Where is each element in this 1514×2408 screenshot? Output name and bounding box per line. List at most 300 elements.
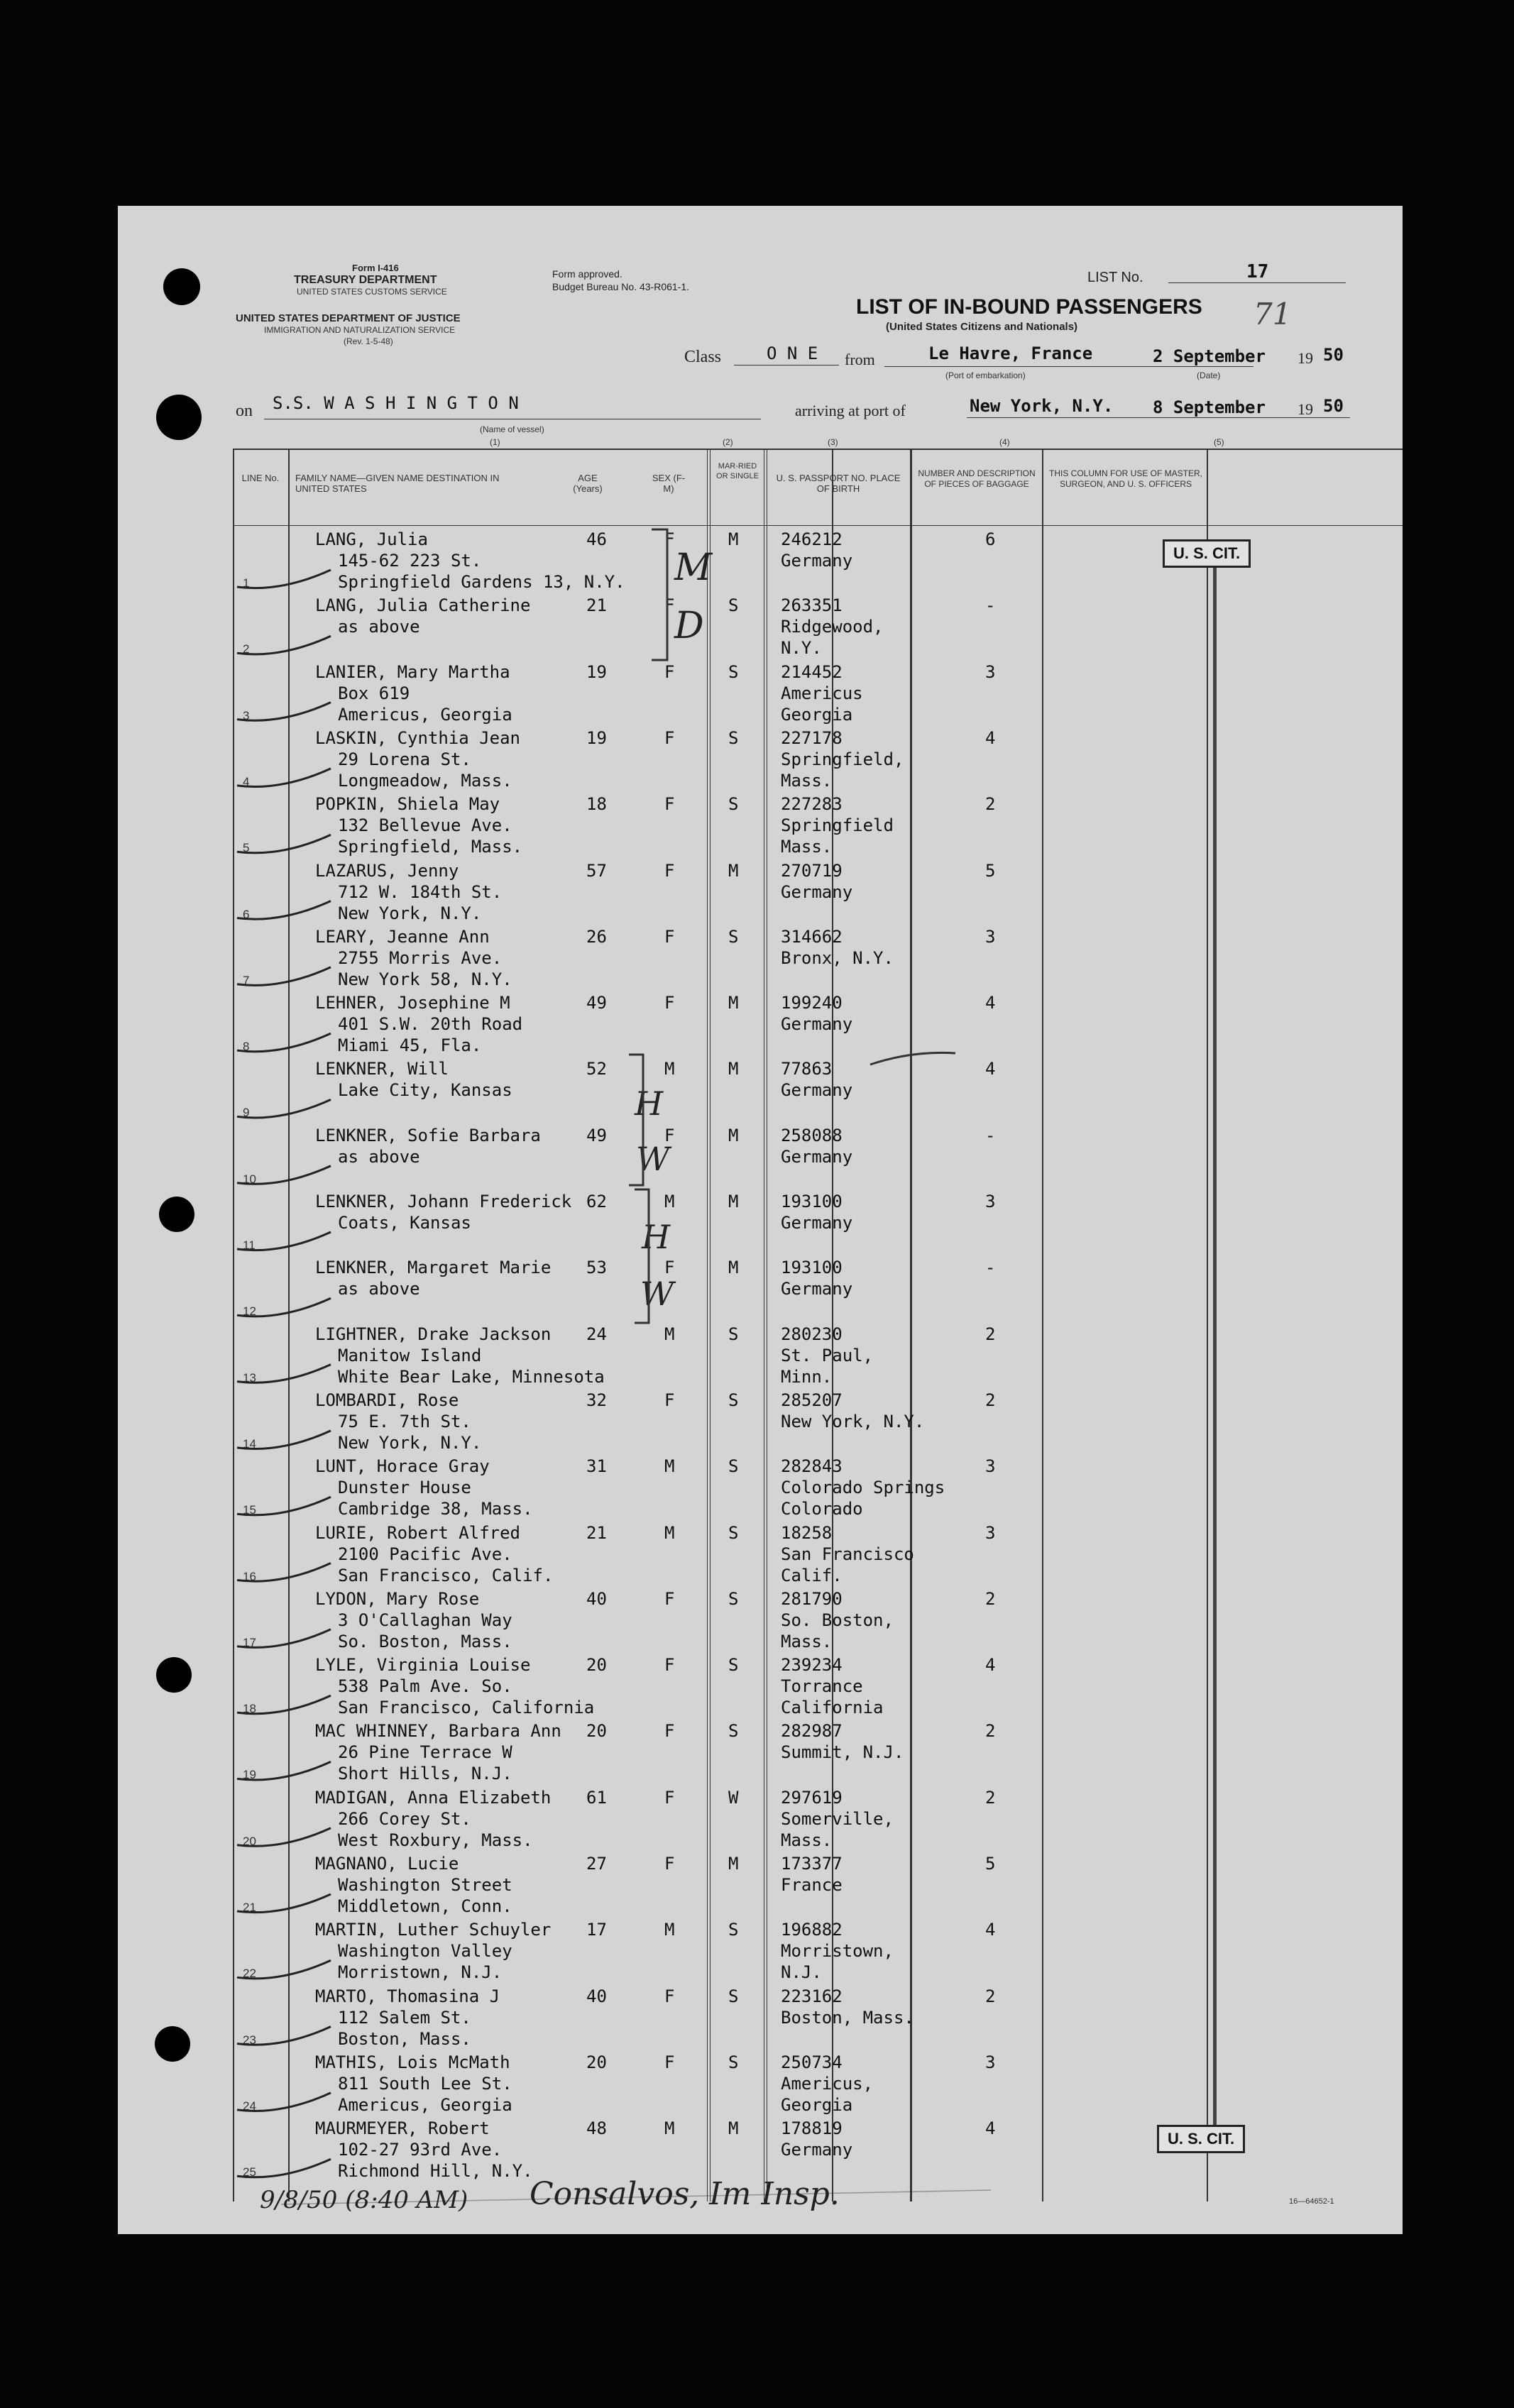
marital-status: S bbox=[728, 1522, 739, 1543]
handwritten-mark-m: M bbox=[674, 546, 713, 589]
sex: F bbox=[664, 1986, 675, 2006]
marital-status: M bbox=[728, 1258, 739, 1278]
line-number: 5 bbox=[243, 841, 250, 855]
date-caption: (Date) bbox=[1197, 370, 1221, 380]
handwritten-mark-w: W bbox=[640, 1275, 674, 1313]
passenger-name: MADIGAN, Anna Elizabeth bbox=[315, 1787, 552, 1808]
list-number: 17 bbox=[1246, 261, 1269, 282]
sex: F bbox=[664, 661, 675, 682]
sex: M bbox=[664, 1192, 675, 1211]
arriving-label: arriving at port of bbox=[795, 402, 906, 419]
place-of-birth-line-2: Georgia bbox=[781, 2094, 853, 2115]
check-mark bbox=[237, 1365, 331, 1383]
address-line-1: as above bbox=[338, 617, 420, 637]
line-number: 22 bbox=[243, 1967, 256, 1981]
check-mark bbox=[237, 1298, 331, 1316]
vessel-name-caption: (Name of vessel) bbox=[480, 424, 544, 434]
marital-status: M bbox=[728, 1059, 739, 1079]
line-number: 8 bbox=[243, 1040, 250, 1054]
passenger-name: LUNT, Horace Gray bbox=[315, 1456, 490, 1477]
sex: F bbox=[664, 1588, 675, 1609]
column-header-passport: U. S. PASSPORT NO. PLACE OF BIRTH bbox=[776, 473, 901, 494]
age: 57 bbox=[586, 860, 607, 881]
column-header-officers: THIS COLUMN FOR USE OF MASTER, SURGEON, AND U. S. OFFICERS bbox=[1048, 468, 1202, 489]
passport-number: 173377 bbox=[781, 1854, 843, 1874]
passenger-name: LENKNER, Johann Frederick bbox=[315, 1192, 572, 1211]
age: 52 bbox=[586, 1059, 607, 1079]
revision-date: (Rev. 1-5-48) bbox=[344, 336, 393, 346]
port-of-embarkation: Le Havre, France bbox=[928, 343, 1093, 363]
sex: F bbox=[664, 1721, 675, 1742]
place-of-birth: Ridgewood, bbox=[781, 617, 884, 637]
line-number: 1 bbox=[243, 576, 250, 590]
passenger-name: LOMBARDI, Rose bbox=[315, 1390, 459, 1410]
baggage-count: 2 bbox=[985, 1324, 996, 1344]
sex: F bbox=[664, 993, 675, 1013]
passenger-name: MARTIN, Luther Schuyler bbox=[315, 1920, 552, 1940]
baggage-count: 3 bbox=[985, 1456, 996, 1477]
address-line-1: 132 Bellevue Ave. bbox=[338, 815, 512, 836]
sex: F bbox=[664, 860, 675, 881]
handwritten-date-time: 9/8/50 (8:40 AM) bbox=[260, 2186, 468, 2214]
arrival-year-prefix: 19 bbox=[1298, 400, 1313, 418]
passport-number: 199240 bbox=[781, 993, 843, 1013]
line-number: 24 bbox=[243, 2099, 256, 2113]
marital-status: S bbox=[728, 2052, 739, 2072]
line-number: 6 bbox=[243, 907, 250, 921]
passenger-name: LENKNER, Margaret Marie bbox=[315, 1258, 552, 1278]
address-line-1: 3 O'Callaghan Way bbox=[338, 1610, 512, 1630]
age: 31 bbox=[586, 1456, 607, 1477]
marital-status: M bbox=[728, 529, 739, 549]
column-number-3: (3) bbox=[828, 437, 838, 447]
class-label: Class bbox=[684, 348, 722, 366]
passenger-name: LURIE, Robert Alfred bbox=[315, 1522, 520, 1543]
address-line-2: So. Boston, Mass. bbox=[338, 1631, 512, 1651]
age: 21 bbox=[586, 1522, 607, 1543]
baggage-count: 2 bbox=[985, 794, 996, 815]
marital-status: S bbox=[728, 926, 739, 947]
address-line-1: 102-27 93rd Ave. bbox=[338, 2140, 503, 2160]
place-of-birth: Germany bbox=[781, 1279, 853, 1299]
address-line-1: 29 Lorena St. bbox=[338, 749, 471, 769]
address-line-2: New York, N.Y. bbox=[338, 1432, 482, 1453]
passport-number: 263351 bbox=[781, 595, 843, 616]
baggage-count: - bbox=[985, 595, 996, 616]
baggage-count: 3 bbox=[985, 2052, 996, 2072]
address-line-1: 2100 Pacific Ave. bbox=[338, 1544, 512, 1564]
place-of-birth-line-2: Mass. bbox=[781, 1830, 833, 1850]
departure-year: 50 bbox=[1323, 345, 1344, 365]
place-of-birth-line-2: Minn. bbox=[781, 1366, 833, 1387]
arrival-port: New York, N.Y. bbox=[970, 396, 1114, 416]
place-of-birth: San Francisco bbox=[781, 1544, 914, 1564]
age: 19 bbox=[586, 661, 607, 682]
address-line-1: 26 Pine Terrace W bbox=[338, 1742, 512, 1763]
sex: F bbox=[664, 1125, 675, 1145]
us-citizen-stamp-bottom: U. S. CIT. bbox=[1157, 2125, 1245, 2153]
line-number: 16 bbox=[243, 1569, 256, 1583]
line-number: 17 bbox=[243, 1635, 256, 1649]
address-line-2: New York, N.Y. bbox=[338, 903, 482, 923]
address-line-1: 538 Palm Ave. So. bbox=[338, 1676, 512, 1697]
age: 20 bbox=[586, 1655, 607, 1676]
passenger-name: LANG, Julia Catherine bbox=[315, 595, 531, 616]
baggage-count: - bbox=[985, 1258, 996, 1278]
sex: F bbox=[664, 1655, 675, 1676]
sex: M bbox=[664, 1456, 675, 1477]
place-of-birth: Torrance bbox=[781, 1676, 863, 1697]
baggage-count: 2 bbox=[985, 1986, 996, 2006]
us-citizen-stamp-top: U. S. CIT. bbox=[1163, 539, 1251, 568]
baggage-count: 3 bbox=[985, 1192, 996, 1211]
sex: F bbox=[664, 1854, 675, 1874]
baggage-count: 3 bbox=[985, 1522, 996, 1543]
passenger-name: LASKIN, Cynthia Jean bbox=[315, 727, 520, 748]
baggage-count: 4 bbox=[985, 2118, 996, 2139]
line-number: 20 bbox=[243, 1834, 256, 1848]
place-of-birth: Germany bbox=[781, 1014, 853, 1035]
address-line-1: 712 W. 184th St. bbox=[338, 881, 503, 902]
place-of-birth-line-2: N.Y. bbox=[781, 638, 822, 659]
column-header-married: MAR-RIED OR SINGLE bbox=[716, 462, 759, 480]
place-of-birth: Somerville, bbox=[781, 1808, 894, 1829]
line-number: 11 bbox=[243, 1238, 256, 1252]
check-mark bbox=[237, 1033, 331, 1052]
arrival-year: 50 bbox=[1323, 396, 1344, 416]
marital-status: M bbox=[728, 2118, 739, 2139]
handwritten-mark-d: D bbox=[674, 605, 704, 647]
address-line-1: 2755 Morris Ave. bbox=[338, 947, 503, 968]
departure-date: 2 September bbox=[1153, 346, 1266, 366]
immigration-service: IMMIGRATION AND NATURALIZATION SERVICE bbox=[264, 325, 456, 335]
passenger-name: MARTO, Thomasina J bbox=[315, 1986, 500, 2006]
check-mark bbox=[237, 1695, 331, 1714]
line-number: 2 bbox=[243, 642, 250, 656]
sex: M bbox=[664, 1324, 675, 1344]
age: 48 bbox=[586, 2118, 607, 2139]
passport-number: 223162 bbox=[781, 1986, 843, 2006]
age: 62 bbox=[586, 1192, 607, 1211]
baggage-count: 5 bbox=[985, 860, 996, 881]
handwritten-mark-h: H bbox=[635, 1084, 664, 1123]
baggage-count: 4 bbox=[985, 1655, 996, 1676]
line-number: 3 bbox=[243, 708, 250, 722]
handwritten-mark-h: H bbox=[642, 1218, 671, 1256]
passenger-name: LAZARUS, Jenny bbox=[315, 860, 459, 881]
place-of-birth: Summit, N.J. bbox=[781, 1742, 904, 1763]
marital-status: S bbox=[728, 1655, 739, 1676]
passenger-name: LENKNER, Sofie Barbara bbox=[315, 1125, 541, 1145]
age: 32 bbox=[586, 1390, 607, 1410]
age: 20 bbox=[586, 2052, 607, 2072]
marital-status: W bbox=[728, 1787, 739, 1808]
column-header-baggage: NUMBER AND DESCRIPTION OF PIECES OF BAGGAGE bbox=[918, 468, 1036, 489]
passport-number: 281790 bbox=[781, 1588, 843, 1609]
passenger-name: LEHNER, Josephine M bbox=[315, 993, 510, 1013]
passport-number: 285207 bbox=[781, 1390, 843, 1410]
place-of-birth-line-2: Georgia bbox=[781, 704, 853, 725]
passenger-name: LANIER, Mary Martha bbox=[315, 661, 510, 682]
marital-status: M bbox=[728, 1125, 739, 1145]
place-of-birth-line-2: Mass. bbox=[781, 837, 833, 857]
baggage-count: - bbox=[985, 1125, 996, 1145]
place-of-birth-line-2: Calif. bbox=[781, 1565, 843, 1585]
column-header-age: AGE (Years) bbox=[573, 473, 603, 494]
inspector-signature: Consalvos, Im Insp. bbox=[530, 2176, 840, 2212]
line-number: 4 bbox=[243, 774, 250, 788]
passenger-class: O N E bbox=[767, 343, 818, 363]
place-of-birth: St. Paul, bbox=[781, 1345, 874, 1365]
address-line-1: 266 Corey St. bbox=[338, 1808, 471, 1829]
address-line-2: White Bear Lake, Minnesota bbox=[338, 1366, 605, 1387]
address-line-2: Springfield Gardens 13, N.Y. bbox=[338, 572, 625, 592]
sex: M bbox=[664, 1920, 675, 1940]
check-mark bbox=[237, 769, 331, 787]
address-line-1: 75 E. 7th St. bbox=[338, 1411, 471, 1431]
passenger-manifest-sheet bbox=[118, 206, 1403, 2234]
handwritten-mark-w: W bbox=[636, 1140, 670, 1178]
baggage-count: 2 bbox=[985, 1787, 996, 1808]
passport-number: 282843 bbox=[781, 1456, 843, 1477]
age: 20 bbox=[586, 1721, 607, 1742]
check-mark bbox=[237, 1431, 331, 1449]
age: 40 bbox=[586, 1986, 607, 2006]
list-number-label: LIST No. bbox=[1087, 270, 1143, 285]
baggage-count: 3 bbox=[985, 926, 996, 947]
line-number: 18 bbox=[243, 1702, 256, 1716]
marital-status: S bbox=[728, 1721, 739, 1742]
departure-year-prefix: 19 bbox=[1298, 349, 1313, 367]
baggage-count: 2 bbox=[985, 1390, 996, 1410]
passenger-name: LIGHTNER, Drake Jackson bbox=[315, 1324, 552, 1344]
marital-status: S bbox=[728, 1588, 739, 1609]
check-mark bbox=[237, 1828, 331, 1847]
check-marks bbox=[118, 206, 1403, 2234]
place-of-birth: Americus bbox=[781, 683, 863, 703]
address-line-1: Manitow Island bbox=[338, 1345, 482, 1365]
address-line-2: Middletown, Conn. bbox=[338, 1896, 512, 1916]
age: 49 bbox=[586, 1125, 607, 1145]
address-line-1: 401 S.W. 20th Road bbox=[338, 1014, 523, 1035]
address-line-2: Boston, Mass. bbox=[338, 2028, 471, 2049]
passport-number: 250734 bbox=[781, 2052, 843, 2072]
age: 21 bbox=[586, 595, 607, 616]
baggage-count: 3 bbox=[985, 661, 996, 682]
check-mark bbox=[237, 1629, 331, 1648]
place-of-birth: Germany bbox=[781, 2140, 853, 2160]
age: 49 bbox=[586, 993, 607, 1013]
marital-status: S bbox=[728, 661, 739, 682]
passport-number: 193100 bbox=[781, 1192, 843, 1211]
place-of-birth: Colorado Springs bbox=[781, 1478, 945, 1498]
vessel-name: S.S. W A S H I N G T O N bbox=[273, 393, 519, 413]
check-mark bbox=[237, 901, 331, 920]
place-of-birth: Bronx, N.Y. bbox=[781, 947, 894, 968]
department-of-justice: UNITED STATES DEPARTMENT OF JUSTICE bbox=[236, 312, 461, 324]
check-mark bbox=[237, 2093, 331, 2111]
check-mark bbox=[237, 1166, 331, 1184]
sex: M bbox=[664, 1522, 675, 1543]
sex: F bbox=[664, 1787, 675, 1808]
address-line-1: as above bbox=[338, 1146, 420, 1167]
passport-number: 280230 bbox=[781, 1324, 843, 1344]
place-of-birth: Germany bbox=[781, 881, 853, 902]
customs-service: UNITED STATES CUSTOMS SERVICE bbox=[297, 287, 447, 297]
place-of-birth: Boston, Mass. bbox=[781, 2007, 914, 2028]
address-line-2: San Francisco, California bbox=[338, 1698, 595, 1718]
address-line-2: Americus, Georgia bbox=[338, 704, 512, 725]
passport-number: 227178 bbox=[781, 727, 843, 748]
check-mark bbox=[237, 1497, 331, 1515]
check-mark bbox=[237, 703, 331, 721]
passenger-name: LEARY, Jeanne Ann bbox=[315, 926, 490, 947]
line-number: 10 bbox=[243, 1172, 256, 1186]
address-line-1: Coats, Kansas bbox=[338, 1213, 471, 1233]
sex: F bbox=[664, 595, 675, 616]
on-label: on bbox=[236, 402, 253, 420]
address-line-2: Morristown, N.J. bbox=[338, 1962, 503, 1983]
sex: M bbox=[664, 1059, 675, 1079]
address-line-1: 145-62 223 St. bbox=[338, 551, 482, 571]
sex: F bbox=[664, 2052, 675, 2072]
marital-status: S bbox=[728, 595, 739, 616]
passport-number: 18258 bbox=[781, 1522, 833, 1543]
sex: F bbox=[664, 1258, 675, 1278]
column-header-sex: SEX (F-M) bbox=[652, 473, 686, 494]
column-number-5: (5) bbox=[1214, 437, 1224, 447]
line-number: 12 bbox=[243, 1304, 256, 1319]
check-mark bbox=[237, 1960, 331, 1979]
baggage-count: 6 bbox=[985, 529, 996, 549]
place-of-birth: Americus, bbox=[781, 2073, 874, 2094]
line-number: 21 bbox=[243, 1901, 256, 1914]
address-line-2: Miami 45, Fla. bbox=[338, 1035, 482, 1056]
treasury-department: TREASURY DEPARTMENT bbox=[294, 274, 437, 286]
address-line-2: Springfield, Mass. bbox=[338, 837, 523, 857]
port-embarkation-caption: (Port of embarkation) bbox=[945, 370, 1026, 380]
marital-status: S bbox=[728, 794, 739, 815]
marital-status: S bbox=[728, 1456, 739, 1477]
check-mark bbox=[237, 636, 331, 654]
sex: F bbox=[664, 794, 675, 815]
passport-number: 270719 bbox=[781, 860, 843, 881]
sex: M bbox=[664, 2118, 675, 2139]
marital-status: S bbox=[728, 727, 739, 748]
manifest-subtitle: (United States Citizens and Nationals) bbox=[886, 321, 1078, 333]
baggage-count: 2 bbox=[985, 1721, 996, 1742]
address-line-1: Washington Valley bbox=[338, 1941, 512, 1962]
place-of-birth: Morristown, bbox=[781, 1941, 894, 1962]
line-number: 14 bbox=[243, 1436, 256, 1451]
line-number: 23 bbox=[243, 2033, 256, 2047]
check-mark bbox=[237, 1232, 331, 1250]
marital-status: S bbox=[728, 1986, 739, 2006]
line-number: 15 bbox=[243, 1503, 256, 1517]
address-line-2: San Francisco, Calif. bbox=[338, 1565, 554, 1585]
passenger-name: MAC WHINNEY, Barbara Ann bbox=[315, 1721, 561, 1742]
passport-number: 282987 bbox=[781, 1721, 843, 1742]
passport-number: 178819 bbox=[781, 2118, 843, 2139]
address-line-2: West Roxbury, Mass. bbox=[338, 1830, 533, 1850]
passport-number: 196882 bbox=[781, 1920, 843, 1940]
sex: F bbox=[664, 727, 675, 748]
age: 53 bbox=[586, 1258, 607, 1278]
line-number: 13 bbox=[243, 1370, 256, 1385]
passport-number: 227283 bbox=[781, 794, 843, 815]
passport-number: 258088 bbox=[781, 1125, 843, 1145]
passport-number: 246212 bbox=[781, 529, 843, 549]
form-approved: Form approved. bbox=[552, 268, 622, 280]
place-of-birth: So. Boston, bbox=[781, 1610, 894, 1630]
address-line-2: Short Hills, N.J. bbox=[338, 1764, 512, 1784]
address-line-2: New York 58, N.Y. bbox=[338, 969, 512, 989]
line-number: 7 bbox=[243, 973, 250, 987]
passenger-name: MAURMEYER, Robert bbox=[315, 2118, 490, 2139]
from-label: from bbox=[845, 351, 875, 368]
marital-status: S bbox=[728, 1920, 739, 1940]
baggage-count: 4 bbox=[985, 727, 996, 748]
passport-number: 77863 bbox=[781, 1059, 833, 1079]
marital-status: M bbox=[728, 993, 739, 1013]
passenger-name: POPKIN, Shiela May bbox=[315, 794, 500, 815]
column-header-name: FAMILY NAME—GIVEN NAME DESTINATION IN UNITED STATES bbox=[295, 473, 500, 494]
budget-bureau: Budget Bureau No. 43-R061-1. bbox=[552, 281, 690, 292]
check-mark bbox=[237, 1563, 331, 1582]
address-line-1: 112 Salem St. bbox=[338, 2007, 471, 2028]
place-of-birth-line-2: California bbox=[781, 1698, 884, 1718]
place-of-birth: France bbox=[781, 1875, 843, 1895]
age: 19 bbox=[586, 727, 607, 748]
sex: F bbox=[664, 1390, 675, 1410]
baggage-count: 4 bbox=[985, 1920, 996, 1940]
address-line-1: Lake City, Kansas bbox=[338, 1080, 512, 1101]
marital-status: S bbox=[728, 1324, 739, 1344]
place-of-birth-line-2: Mass. bbox=[781, 1631, 833, 1651]
marital-status: M bbox=[728, 1854, 739, 1874]
passenger-name: LANG, Julia bbox=[315, 529, 428, 549]
age: 40 bbox=[586, 1588, 607, 1609]
passenger-name: MATHIS, Lois McMath bbox=[315, 2052, 510, 2072]
address-line-1: Dunster House bbox=[338, 1478, 471, 1498]
marital-status: M bbox=[728, 860, 739, 881]
baggage-count: 5 bbox=[985, 1854, 996, 1874]
passenger-name: LYDON, Mary Rose bbox=[315, 1588, 480, 1609]
passport-number: 297619 bbox=[781, 1787, 843, 1808]
age: 17 bbox=[586, 1920, 607, 1940]
age: 24 bbox=[586, 1324, 607, 1344]
age: 26 bbox=[586, 926, 607, 947]
address-line-2: Americus, Georgia bbox=[338, 2094, 512, 2115]
place-of-birth: Germany bbox=[781, 1080, 853, 1101]
place-of-birth: Germany bbox=[781, 551, 853, 571]
check-mark bbox=[237, 2159, 331, 2177]
age: 18 bbox=[586, 794, 607, 815]
address-line-1: Box 619 bbox=[338, 683, 410, 703]
form-code: 16—64652-1 bbox=[1289, 2197, 1334, 2206]
age: 27 bbox=[586, 1854, 607, 1874]
line-number: 19 bbox=[243, 1768, 256, 1782]
place-of-birth: New York, N.Y. bbox=[781, 1411, 925, 1431]
passport-number: 314662 bbox=[781, 926, 843, 947]
baggage-count: 4 bbox=[985, 1059, 996, 1079]
place-of-birth: Germany bbox=[781, 1213, 853, 1233]
address-line-1: as above bbox=[338, 1279, 420, 1299]
address-line-1: Washington Street bbox=[338, 1875, 512, 1895]
form-number: Form I-416 bbox=[352, 263, 399, 273]
address-line-2: Longmeadow, Mass. bbox=[338, 770, 512, 791]
line-number: 9 bbox=[243, 1106, 250, 1120]
